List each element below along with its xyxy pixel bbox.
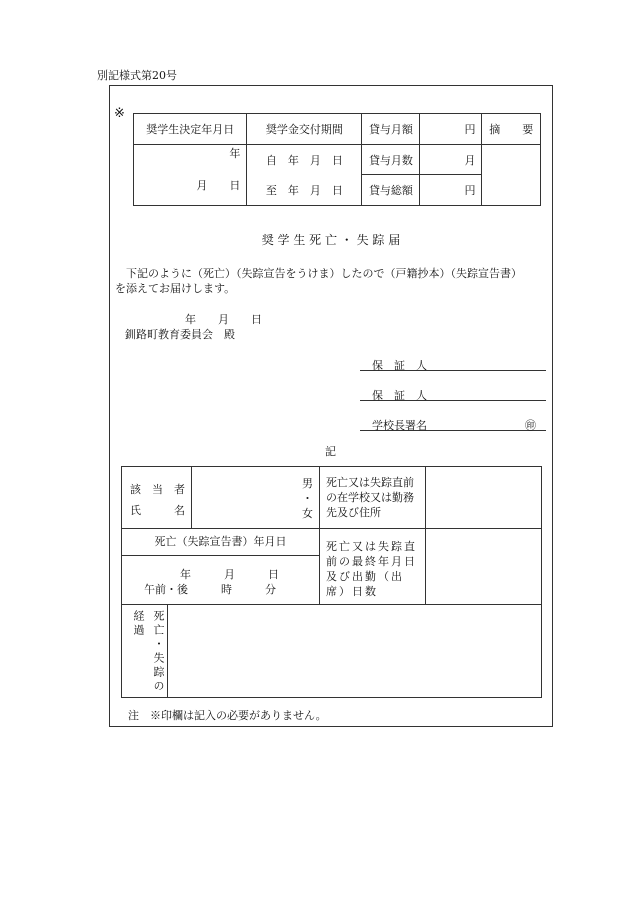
principal-line: [360, 417, 546, 431]
name-value-cell: [192, 467, 320, 528]
header-monthly-amount: 貸与月額: [362, 114, 420, 145]
months-unit: 月: [420, 145, 482, 175]
name-label-1: 該 当 者: [130, 483, 185, 496]
attendance-label-cell: 死亡又は失踪直前の最終年月日及び出勤（出席）日数: [320, 529, 426, 604]
decision-month-day: 月 日: [196, 179, 241, 192]
guarantor-label-1: 保 証 人: [372, 359, 427, 372]
guarantor-line-2: [360, 387, 546, 401]
header-decision-date: 奨学生決定年月日: [134, 114, 247, 145]
submission-date: 年 月 日: [185, 313, 262, 326]
summary-cell: [482, 145, 541, 206]
period-to: 至 年 月 日: [247, 175, 362, 206]
body-line-2: を添えてお届けします。: [115, 282, 236, 295]
sex-separator: ・: [302, 492, 313, 505]
decision-year: 年: [229, 147, 241, 160]
course-label-cell: [122, 605, 168, 697]
detail-table: [121, 466, 542, 698]
addressee: 釧路町教育委員会 殿: [125, 328, 235, 341]
footnote: 注 ※印欄は記入の必要がありません。: [128, 709, 327, 722]
header-total: 貸与総額: [362, 175, 420, 206]
name-label-cell: [122, 467, 192, 528]
header-months: 貸与月数: [362, 145, 420, 175]
body-line-1: 下記のように（死亡）（失踪宣告をうけま）したので（戸籍抄本）（失踪宣告書）: [126, 267, 522, 280]
course-label: 死亡・失踪の経過: [132, 610, 165, 694]
school-label-cell: 死亡又は失踪直前の在学校又は勤務先及び住所: [320, 467, 426, 528]
death-time: 午前・後 時 分: [144, 583, 276, 596]
form-number: 別記様式第20号: [97, 69, 177, 82]
sex-male: 男: [302, 477, 313, 490]
scholarship-info-table: [133, 113, 541, 206]
guarantor-label-2: 保 証 人: [372, 389, 427, 402]
period-from: 自 年 月 日: [247, 145, 362, 175]
header-grant-period: 奨学金交付期間: [247, 114, 362, 145]
total-yen: 円: [420, 175, 482, 206]
decision-date-cell: [134, 145, 247, 206]
monthly-amount-yen: 円: [420, 114, 482, 145]
form-title: 奨 学 生 死 亡 ・ 失 踪 届: [261, 233, 401, 247]
reference-mark: ※: [114, 106, 125, 121]
header-summary: 摘 要: [482, 114, 541, 145]
sex-female: 女: [302, 507, 313, 520]
name-label-2: 氏 名: [130, 504, 185, 517]
death-date-value: [122, 556, 320, 604]
death-date-label: 死亡（失踪宣告書）年月日: [122, 529, 320, 556]
ki-label: 記: [325, 445, 336, 458]
principal-label: 学校長署名: [372, 419, 427, 432]
seal-mark: ㊞: [525, 419, 536, 432]
row-divider-2: [122, 604, 541, 605]
guarantor-line-1: [360, 357, 546, 371]
death-ymd: 年 月 日: [180, 568, 279, 581]
